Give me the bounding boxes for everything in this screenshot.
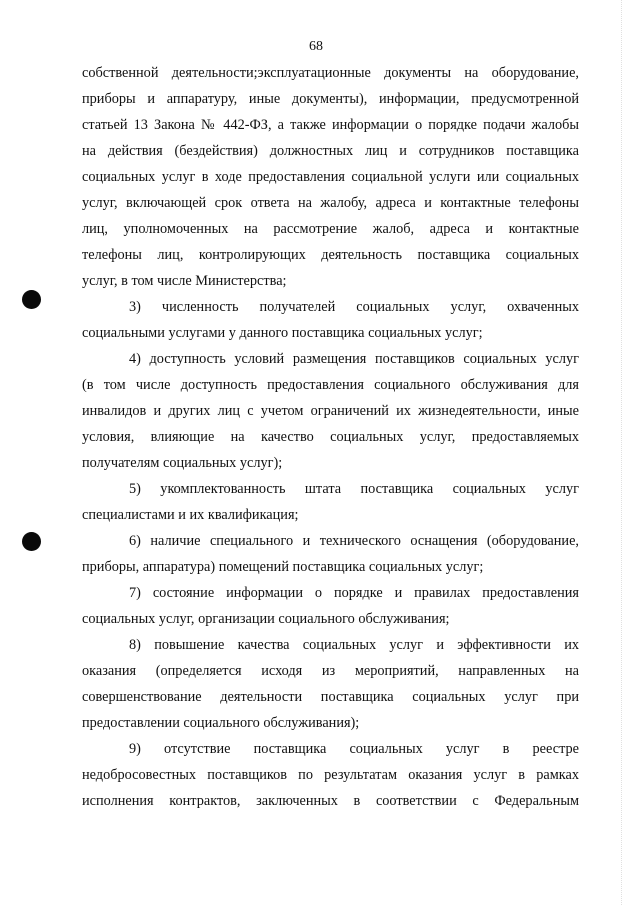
text-line: 5) укомплектованность штата поставщика социальных услуг <box>129 481 579 497</box>
text-line: 3) численность получателей социальных услуг, охваченных <box>129 299 579 315</box>
text-line: 8) повышение качества социальных услуг и эффективности их <box>129 637 579 653</box>
text-line: собственной деятельности;эксплуатационные документы на оборудование, <box>82 65 579 81</box>
text-line: 9) отсутствие поставщика социальных услуг в реестре <box>129 741 579 757</box>
document-body <box>82 60 579 814</box>
text-line: лиц, уполномоченных на рассмотрение жалоб, адреса и контактные <box>82 221 579 237</box>
text-line: 6) наличие специального и технического оснащения (оборудование, <box>129 533 579 549</box>
text-line: получателям социальных услуг); <box>82 455 283 471</box>
scan-edge <box>621 0 632 905</box>
punch-hole-mark <box>22 290 41 309</box>
text-line: услуг, в том числе Министерства; <box>82 273 287 289</box>
text-line: недобросовестных поставщиков по результатам оказания услуг в рамках <box>82 767 579 783</box>
text-line: 7) состояние информации о порядке и правилах предоставления <box>129 585 579 601</box>
text-line: условия, влияющие на качество социальных услуг, предоставляемых <box>82 429 579 445</box>
text-line: приборы, аппаратура) помещений поставщика социальных услуг; <box>82 559 484 575</box>
text-line: предоставлении социального обслуживания); <box>82 715 360 731</box>
text-line: приборы и аппаратуру, иные документы), информации, предусмотренной <box>82 91 579 107</box>
text-line: (в том числе доступность предоставления социального обслуживания для <box>82 377 579 393</box>
text-line: совершенствование деятельности поставщика социальных услуг при <box>82 689 579 705</box>
text-line: социальных услуг, организации социального обслуживания; <box>82 611 450 627</box>
text-line: статьей 13 Закона № 442-ФЗ, а также информации о порядке подачи жалобы <box>82 117 579 133</box>
text-line: на действия (бездействия) должностных лиц и сотрудников поставщика <box>82 143 579 159</box>
text-line: социальных услуг в ходе предоставления социальной услуги или социальных <box>82 169 579 185</box>
text-line: исполнения контрактов, заключенных в соответствии с Федеральным <box>82 793 579 809</box>
text-line: социальными услугами у данного поставщика социальных услуг; <box>82 325 483 341</box>
text-line: 4) доступность условий размещения поставщиков социальных услуг <box>129 351 579 367</box>
text-line: телефоны лиц, контролирующих деятельность поставщика социальных <box>82 247 579 263</box>
page-number: 68 <box>309 39 323 54</box>
text-line: услуг, включающей срок ответа на жалобу, адреса и контактные телефоны <box>82 195 579 211</box>
text-line: специалистами и их квалификация; <box>82 507 299 523</box>
punch-hole-mark <box>22 532 41 551</box>
text-line: оказания (определяется исходя из мероприятий, направленных на <box>82 663 579 679</box>
text-line: инвалидов и других лиц с учетом ограничений их жизнедеятельности, иные <box>82 403 579 419</box>
